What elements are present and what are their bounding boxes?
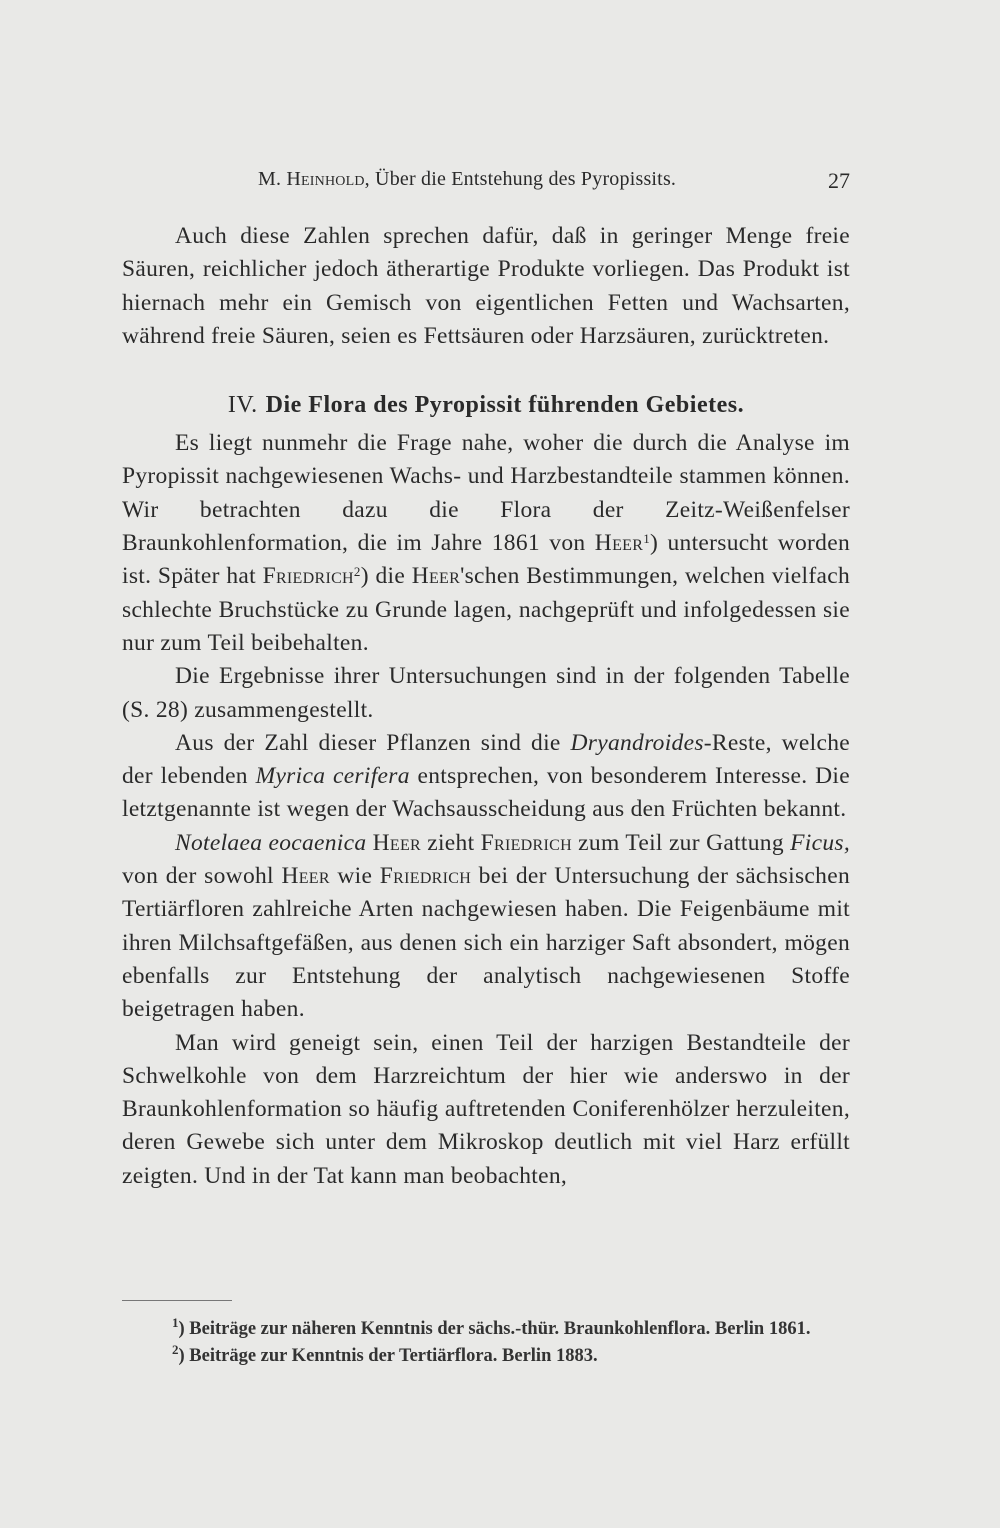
footnote-1 xyxy=(122,1316,850,1343)
section-title: Die Flora des Pyropissit führenden Gebietes. xyxy=(265,392,745,419)
paragraph-6: Man wird geneigt sein, einen Teil der harzigen Bestandteile der Schwelkohle von dem Harzreichtum der hier wie anderswo in der Braunkohlenformation so häufig auftretenden Coniferenhölzer herzuleiten, deren Gewebe sich unter dem Mikroskop deutlich mit viel Harz erfüllt zeigten. Und in der Tat kann man beobachten, xyxy=(122,1029,850,1189)
text-run: von der sowohl xyxy=(122,863,282,890)
footnote-mark: 1 xyxy=(172,1315,179,1330)
footnotes xyxy=(122,1316,850,1370)
author-friedrich: Friedrich xyxy=(480,829,572,856)
text-run: zum Teil zur Gattung xyxy=(571,829,791,856)
section-number: IV. xyxy=(227,392,258,419)
footnote-text: ) Beiträge zur näheren Kenntnis der sächs.-thür. Braunkohlenflora. Berlin 1861. xyxy=(178,1319,811,1339)
text-run: Es liegt nunmehr die Frage nahe, woher die durch die Analyse im Pyropissit nachgewiesenen Wachs- und Harzbestandteile stammen können. Wir betrachten dazu die Flora der Zeitz-Weißenfelser Braunkohlenformation, die im Jahre 1861 von xyxy=(122,430,850,557)
footnote-rule xyxy=(122,1300,232,1301)
taxon-ficus: Ficus, xyxy=(790,829,850,856)
text-run: bei der Untersuchung der sächsischen Tertiärfloren zahlreiche Arten nachgewiesen haben. Die Feigenbäume mit ihren Milchsaftgefäßen, aus denen sich ein harziger Saft absondert, mögen ebenfalls zur Entstehung der analytisch nachgewiesenen Stoffe beigetragen haben. xyxy=(122,863,850,1023)
author-heer: Heer xyxy=(594,530,644,557)
footnote-2 xyxy=(122,1343,850,1370)
section-gap xyxy=(122,353,850,389)
author-initial: M. xyxy=(258,168,282,190)
text-run: wie xyxy=(329,863,380,890)
text-run: ) die xyxy=(360,563,412,590)
section-heading xyxy=(122,389,850,422)
author-friedrich: Friedrich xyxy=(262,563,354,590)
text-run: 'schen Bestimmungen, welchen vielfach schlechte Bruchstücke zu Grunde lagen, nachgeprüft und infolgedessen sie nur zum Teil beibehalten. xyxy=(122,563,850,656)
taxon-myrica: Myrica cerifera xyxy=(255,763,410,790)
paragraph-5 xyxy=(122,827,850,1027)
taxon-dryandroides: Dryandroides xyxy=(570,729,704,756)
main-text xyxy=(122,220,850,1193)
taxon-notelaea: Notelaea eocaenica xyxy=(175,829,367,856)
page-number: 27 xyxy=(828,168,850,193)
text-run: zieht xyxy=(421,829,481,856)
paragraph-1: Auch diese Zahlen sprechen dafür, daß in geringer Menge freie Säuren, reichlicher jedoch ätherartige Produkte vorliegen. Das Produkt ist hiernach mehr ein Gemisch von eigentlichen Fetten und Wachsarten, während freie Säuren, seien es Fettsäuren oder Harzsäuren, zurücktreten. xyxy=(122,223,850,349)
footnote-ref-2: 2 xyxy=(353,564,361,580)
footnote-mark: 2 xyxy=(172,1342,179,1357)
running-header xyxy=(122,168,850,204)
paragraph-2 xyxy=(122,427,850,660)
author-name: Heinhold xyxy=(286,168,365,190)
author-friedrich: Friedrich xyxy=(379,863,472,890)
footnote-ref-1: 1 xyxy=(643,531,650,547)
text-run: -Reste, welche der lebenden xyxy=(122,729,850,790)
author-heer: Heer xyxy=(372,829,422,856)
footnote-text: ) Beiträge zur Kenntnis der Tertiärflora. Berlin 1883. xyxy=(178,1346,598,1366)
author-heer: Heer xyxy=(281,863,330,890)
paragraph-3: Die Ergebnisse ihrer Untersuchungen sind in der folgenden Tabelle (S. 28) zusammengestellt. xyxy=(122,663,850,723)
text-run: entsprechen, von besonderem Interesse. Die letztgenannte ist wegen der Wachsausscheidung aus den Früchten bekannt. xyxy=(122,763,850,823)
paragraph-4 xyxy=(122,727,850,827)
running-title xyxy=(258,168,676,191)
text-run: ) untersucht worden ist. Später hat xyxy=(122,530,850,590)
author-heer: Heer xyxy=(411,563,461,590)
text-run: Aus der Zahl dieser Pflanzen sind die xyxy=(175,729,571,756)
article-title: , Über die Entstehung des Pyropissits. xyxy=(364,168,677,190)
